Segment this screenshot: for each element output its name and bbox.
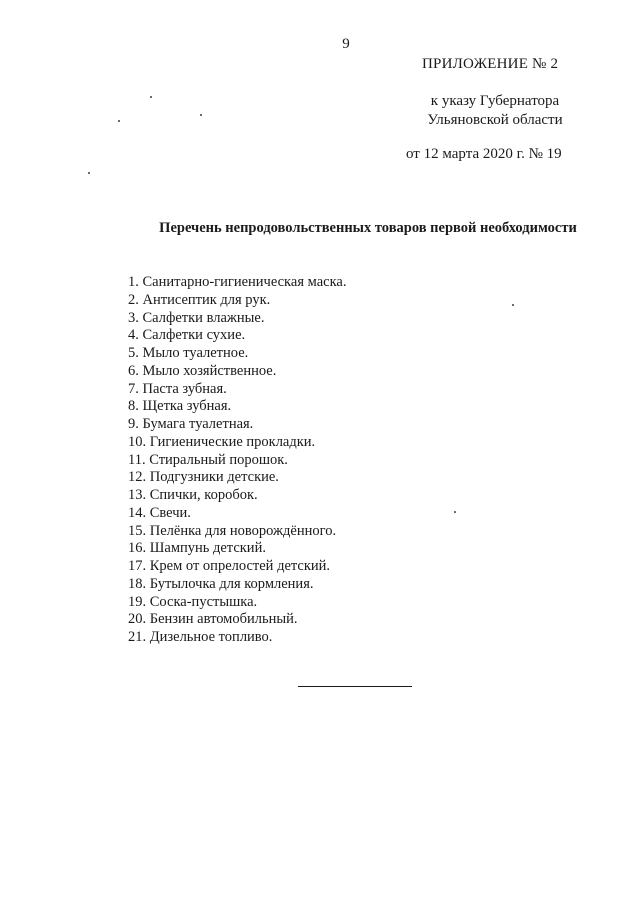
list-item: 1. Санитарно-гигиеническая маска. (128, 274, 347, 290)
scan-speck (118, 120, 120, 122)
list-item: 6. Мыло хозяйственное. (128, 362, 277, 379)
scan-speck (200, 114, 202, 116)
list-item: 13. Спички, коробок. (128, 487, 258, 503)
list-item: 10. Гигиенические прокладки. (128, 433, 316, 450)
decree-line-1: к указу Губернатора (430, 93, 560, 109)
list-item: 5. Мыло туалетное. (128, 345, 249, 361)
list-item: 12. Подгузники детские. (128, 469, 279, 486)
list-item: 2. Антисептик для рук. (128, 291, 271, 308)
end-divider (298, 686, 412, 687)
appendix-label: ПРИЛОЖЕНИЕ № 2 (422, 56, 559, 72)
decree-reference (400, 92, 590, 130)
scan-speck (150, 96, 152, 98)
scan-speck (512, 304, 514, 306)
decree-date: от 12 марта 2020 г. № 19 (406, 146, 562, 162)
list-item: 7. Паста зубная. (128, 380, 227, 397)
list-item: 20. Бензин автомобильный. (128, 611, 298, 628)
list-item: 3. Салфетки влажные. (128, 309, 265, 326)
document-title: Перечень непродовольственных товаров первой необходимости (159, 220, 577, 236)
scan-speck (88, 172, 90, 174)
list-item: 16. Шампунь детский. (128, 540, 266, 557)
decree-line-2: Ульяновской области (427, 112, 563, 128)
list-item: 8. Щетка зубная. (128, 398, 232, 415)
scan-speck (454, 511, 456, 513)
list-item: 21. Дизельное топливо. (128, 629, 273, 645)
list-item: 14. Свечи. (128, 504, 191, 521)
list-item: 11. Стиральный порошок. (128, 451, 288, 468)
list-item: 9. Бумага туалетная. (128, 416, 254, 432)
list-item: 4. Салфетки сухие. (128, 327, 246, 344)
list-item: 18. Бутылочка для кормления. (128, 575, 314, 592)
goods-list (128, 274, 346, 647)
list-item: 15. Пелёнка для новорождённого. (128, 522, 337, 539)
list-item: 19. Соска-пустышка. (128, 593, 258, 610)
list-item: 17. Крем от опрелостей детский. (128, 558, 331, 574)
page-number: 9 (342, 36, 350, 52)
